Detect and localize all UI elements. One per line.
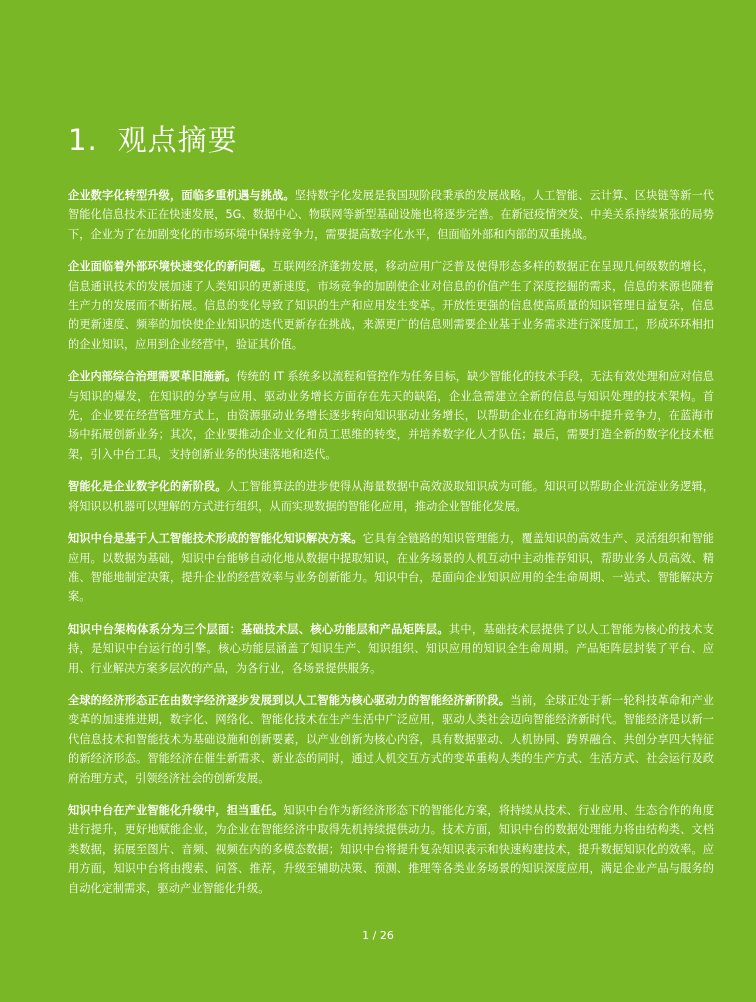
paragraph-4 [68, 477, 714, 516]
paragraph-1 [68, 186, 714, 244]
paragraph-lead: 智能化是企业数字化的新阶段。 [68, 480, 227, 494]
paragraph-text: 人工智能算法的进步使得从海量数据中高效汲取知识成为可能。知识可以帮助企业沉淀业务逻辑，将知识以机器可以理解的方式进行组织，从而实现数据的智能化应用，推动企业智能化发展。 [68, 480, 714, 513]
page-number: 1 / 26 [362, 929, 394, 942]
paragraph-text: 当前，全球正处于新一轮科技革命和产业变革的加速推进期，数字化、网络化、智能化技术在生产生活中广泛应用，驱动人类社会迈向智能经济新时代。智能经济是以新一代信息技术和智能技术为基础设施和创新要素，以产业创新为核心内容，具有数据驱动、人机协同、跨界融合、共创分享四大特征的新经济形态。智能经济在催生新需求、新业态的同时，通过人机交互方式的变革重构人类的生产方式、生活方式、社会运行及政府治理方式，引领经济社会的创新发展。 [68, 693, 714, 785]
paragraph-8 [68, 801, 714, 898]
paragraph-lead: 知识中台是基于人工智能技术形成的智能化知识解决方案。 [68, 532, 363, 546]
paragraph-lead: 知识中台在产业智能化升级中，担当重任。 [68, 803, 284, 817]
paragraph-2 [68, 257, 714, 354]
paragraph-text: 互联网经济蓬勃发展，移动应用广泛普及使得形态多样的数据正在呈现几何级数的增长，信息通讯技术的发展加速了人类知识的更新速度，市场竞争的加剧使企业对信息的价值产生了深度挖掘的需求，信息的来源也随着生产力的发展而不断拓展。信息的变化导致了知识的生产和应用发生变革。开放性更强的信息使高质量的知识管理日益复杂，信息的更新速度、频率的加快使企业知识的迭代更新存在挑战，来源更广的信息则需要企业基于业务需求进行深度加工，形成环环相扣的企业知识，应用到企业经营中，验证其价值。 [68, 260, 714, 351]
paragraph-text: 传统的 IT 系统多以流程和管控作为任务目标，缺少智能化的技术手段，无法有效处理和应对信息与知识的爆发，在知识的分享与应用、驱动业务增长方面存在先天的缺陷，企业急需建立全新的信息与知识处理的技术架构。首先，企业要在经营管理方式上，由资源驱动业务增长逐步转向知识驱动业务增长，以帮助企业在红海市场中提升竞争力，在蓝海市场中拓展创新业务；其次，企业要推动企业文化和员工思维的转变，并培养数字化人才队伍；最后，需要打造全新的数字化技术框架，引入中台工具，支持创新业务的快速落地和迭代。 [68, 370, 714, 461]
paragraph-lead: 企业数字化转型升级，面临多重机遇与挑战。 [68, 189, 295, 202]
paragraph-text: 其中，基础技术层提供了以人工智能为核心的技术支持，是知识中台运行的引擎。核心功能层涵盖了知识生产、知识组织、知识应用的知识全生命周期。产品矩阵层封装了平台、应用、行业解决方案多层次的产品，为各行业，各场景提供服务。 [68, 622, 714, 675]
paragraph-lead: 企业内部综合治理需要革旧施新。 [68, 370, 237, 384]
section-title [68, 120, 238, 160]
paragraph-lead: 企业面临着外部环境快速变化的新问题。 [68, 260, 273, 274]
section-heading: 观点摘要 [117, 123, 238, 157]
paragraph-text: 坚持数字化发展是我国现阶段秉承的发展战略。人工智能、云计算、区块链等新一代智能化信息技术正在快速发展，5G、数据中心、物联网等新型基础设施也将逐步完善。在新冠疫情突发、中美关系持续紧张的局势下，企业为了在加剧变化的市场环境中保持竞争力，需要提高数字化水平，但面临外部和内部的双重挑战。 [68, 189, 714, 241]
summary-content [68, 186, 714, 911]
paragraph-text: 知识中台作为新经济形态下的智能化方案，将持续从技术、行业应用、生态合作的角度进行提升，更好地赋能企业，为企业在智能经济中取得先机持续提供动力。技术方面，知识中台的数据处理能力将由结构类、文档类数据，拓展至图片、音频、视频在内的多模态数据；知识中台将提升复杂知识表示和快速构建技术，提升数据知识化的效率。应用方面，知识中台将由搜索、问答、推荐，升级至辅助决策、预测、推理等各类业务场景的知识深度应用，满足企业产品与服务的自动化定制需求，驱动产业智能化升级。 [68, 803, 714, 895]
paragraph-5 [68, 529, 714, 607]
paragraph-lead: 知识中台架构体系分为三个层面：基础技术层、核心功能层和产品矩阵层。 [68, 622, 449, 636]
paragraph-6 [68, 620, 714, 678]
paragraph-lead: 全球的经济形态正在由数字经济逐步发展到以人工智能为核心驱动力的智能经济新阶段。 [68, 693, 511, 707]
paragraph-text: 它具有全链路的知识管理能力，覆盖知识的高效生产、灵活组织和智能应用。以数据为基础，知识中台能够自动化地从数据中提取知识，在业务场景的人机互动中主动推荐知识，帮助业务人员高效、精准、智能地制定决策，提升企业的经营效率与业务创新能力。知识中台，是面向企业知识应用的全生命周期、一站式、智能解决方案。 [68, 532, 714, 604]
section-number: 1. [68, 123, 98, 157]
paragraph-3 [68, 367, 714, 464]
paragraph-7 [68, 691, 714, 788]
